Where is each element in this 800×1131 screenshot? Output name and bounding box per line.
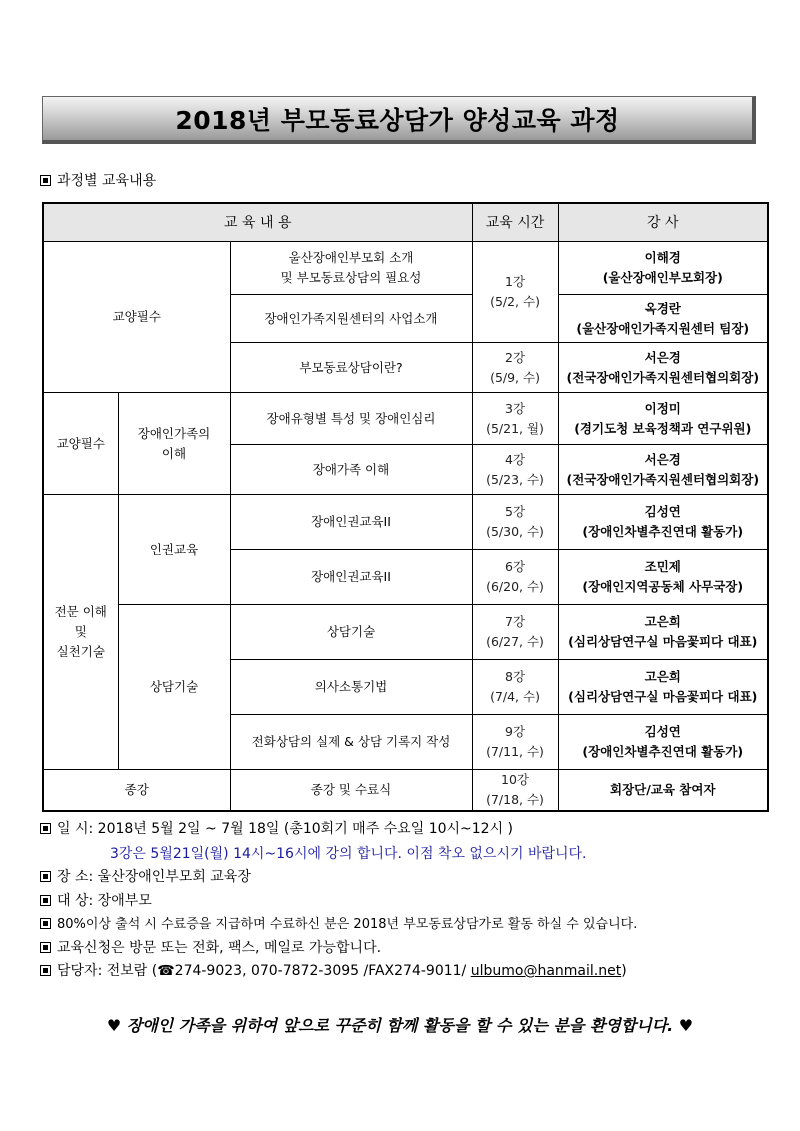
time-cell <box>472 550 558 605</box>
instructor-role: (심리상담연구실 마음꽃피다 대표) <box>568 689 758 704</box>
table-header-row <box>43 203 768 242</box>
square-bullet-icon <box>40 895 51 906</box>
topic-cell: 부모동료상담이란? <box>230 343 472 393</box>
page-title: 2018년 부모동료상담가 양성교육 과정 <box>175 105 620 135</box>
instructor-name: 회장단/교육 참여자 <box>610 782 716 797</box>
closing-message: ♥ 장애인 가족을 위하여 앞으로 꾸준히 함께 활동을 할 수 있는 분을 환영합니다. ♥ <box>106 1016 694 1035</box>
info-apply-text: 교육신청은 방문 또는 전화, 팩스, 메일로 가능합니다. <box>57 940 382 956</box>
time-text: 2강 (5/9, 수) <box>490 349 540 385</box>
instructor-cell <box>558 770 768 812</box>
instructor-role: (경기도청 보육정책과 연구위원) <box>574 420 752 436</box>
square-bullet-icon <box>40 871 51 882</box>
header-instructor: 강 사 <box>558 203 768 242</box>
contact-email-link[interactable]: ulbumo@hanmail.net <box>470 963 622 979</box>
category-cell: 종강 <box>43 770 230 812</box>
header-content: 교 육 내 용 <box>43 203 472 242</box>
subcategory-cell <box>118 393 230 495</box>
topic-cell: 장애인권교육II <box>230 550 472 605</box>
topic-cell: 의사소통기법 <box>230 660 472 715</box>
category-text: 전문 이해 및 실천기술 <box>54 604 107 659</box>
topic-cell: 종강 및 수료식 <box>230 770 472 812</box>
topic-cell: 장애인권교육II <box>230 495 472 550</box>
instructor-name: 고은희 <box>644 614 681 629</box>
instructor-name: 이정미 <box>644 400 681 416</box>
time-text: 5강 (5/30, 수) <box>486 504 544 539</box>
info-place <box>40 866 251 886</box>
time-text: 8강 (7/4, 수) <box>490 669 540 704</box>
time-cell <box>472 770 558 812</box>
instructor-role: (전국장애인가족지원센터협의회장) <box>566 471 760 487</box>
time-cell <box>472 660 558 715</box>
instructor-role: (울산장애인가족지원센터 팀장) <box>576 320 750 336</box>
info-target-text: 대 상: 장애부모 <box>57 893 152 909</box>
time-cell <box>472 495 558 550</box>
instructor-cell <box>558 495 768 550</box>
instructor-name: 조민제 <box>644 559 681 574</box>
instructor-name: 이해경 <box>644 250 681 265</box>
topic-cell <box>230 242 472 295</box>
topic-cell: 장애인가족지원센터의 사업소개 <box>230 295 472 343</box>
info-place-text: 장 소: 울산장애인부모회 교육장 <box>57 869 251 885</box>
instructor-role: (울산장애인부모회장) <box>602 270 723 285</box>
info-schedule <box>40 818 513 838</box>
contact-text: 담당자: 전보람 (☎274-9023, 070-7872-3095 /FAX274-9011/ <box>57 963 471 979</box>
time-text: 3강 (5/21, 월) <box>486 400 544 436</box>
square-bullet-icon <box>40 942 51 953</box>
instructor-cell <box>558 343 768 393</box>
category-cell: 교양필수 <box>43 242 230 393</box>
instructor-name: 김성연 <box>644 504 681 519</box>
time-cell <box>472 242 558 343</box>
instructor-name: 고은희 <box>644 669 681 684</box>
subcategory-cell: 인권교육 <box>118 495 230 605</box>
square-bullet-icon <box>40 823 51 834</box>
square-bullet-icon <box>40 918 51 929</box>
topic-text: 울산장애인부모회 소개 및 부모동료상담의 필요성 <box>280 250 422 285</box>
time-text: 1강 (5/2, 수) <box>490 274 540 309</box>
instructor-name: 서은경 <box>644 349 681 365</box>
category-cell <box>43 495 118 770</box>
topic-cell: 전화상담의 실제 & 상담 기록지 작성 <box>230 715 472 770</box>
instructor-cell <box>558 393 768 445</box>
table-row <box>43 393 768 445</box>
header-time: 교육 시간 <box>472 203 558 242</box>
info-contact <box>40 960 627 980</box>
instructor-cell <box>558 445 768 495</box>
title-banner <box>42 96 756 144</box>
subcategory-cell: 상담기술 <box>118 605 230 770</box>
instructor-name: 김성연 <box>644 724 681 739</box>
instructor-cell <box>558 660 768 715</box>
table-row <box>43 495 768 550</box>
topic-cell: 장애가족 이해 <box>230 445 472 495</box>
time-text: 10강 (7/18, 수) <box>486 772 544 807</box>
time-text: 7강 (6/27, 수) <box>486 614 544 649</box>
instructor-cell <box>558 242 768 295</box>
topic-cell: 장애유형별 특성 및 장애인심리 <box>230 393 472 445</box>
instructor-name: 옥경란 <box>644 300 681 316</box>
subcategory-text: 장애인가족의 이해 <box>137 425 211 461</box>
square-bullet-icon <box>40 965 51 976</box>
instructor-cell <box>558 550 768 605</box>
info-certificate-text: 80%이상 출석 시 수료증을 지급하며 수료하신 분은 2018년 부모동료상담가로 활동 하실 수 있습니다. <box>57 917 638 932</box>
instructor-role: (장애인차별추진연대 활동가) <box>582 744 744 759</box>
section-label-text: 과정별 교육내용 <box>57 173 157 189</box>
instructor-cell <box>558 715 768 770</box>
time-text: 4강 (5/23, 수) <box>486 451 544 487</box>
table-row <box>43 770 768 812</box>
time-cell <box>472 445 558 495</box>
time-cell <box>472 605 558 660</box>
instructor-cell <box>558 605 768 660</box>
table-row <box>43 242 768 295</box>
instructor-cell <box>558 295 768 343</box>
time-text: 9강 (7/11, 수) <box>486 724 544 759</box>
category-cell: 교양필수 <box>43 393 118 495</box>
info-schedule-text: 일 시: 2018년 5월 2일 ~ 7월 18일 (총10회기 매주 수요일 10시~12시 ) <box>57 821 514 837</box>
time-text: 6강 (6/20, 수) <box>486 559 544 594</box>
instructor-role: (전국장애인가족지원센터협의회장) <box>566 369 760 385</box>
instructor-name: 서은경 <box>644 451 681 467</box>
time-cell <box>472 715 558 770</box>
info-target <box>40 890 152 910</box>
info-schedule-note: 3강은 5월21일(월) 14시~16시에 강의 합니다. 이점 착오 없으시기 바랍니다. <box>110 846 587 862</box>
info-certificate <box>40 913 637 932</box>
contact-suffix: ) <box>621 963 627 979</box>
info-apply <box>40 937 381 957</box>
time-cell <box>472 393 558 445</box>
instructor-role: (장애인지역공동체 사무국장) <box>582 579 744 594</box>
square-bullet-icon <box>40 175 51 186</box>
time-cell <box>472 343 558 393</box>
schedule-table <box>42 202 769 812</box>
instructor-role: (심리상담연구실 마음꽃피다 대표) <box>568 634 758 649</box>
topic-cell: 상담기술 <box>230 605 472 660</box>
table-row <box>43 605 768 660</box>
section-label <box>40 170 156 190</box>
instructor-role: (장애인차별추진연대 활동가) <box>582 524 744 539</box>
